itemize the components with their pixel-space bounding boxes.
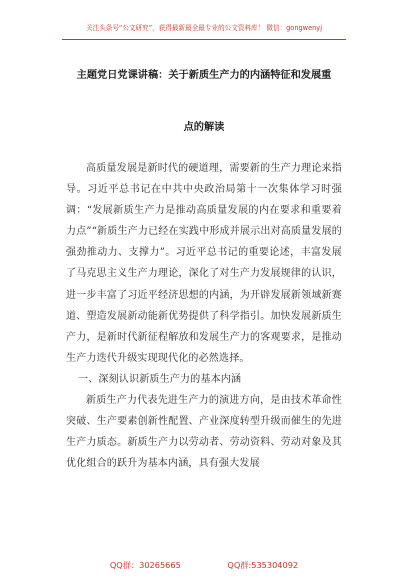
- document-title-line-2: 点的解读: [183, 122, 225, 133]
- header-divider: [62, 39, 346, 40]
- footer-qq-group-2: QQ群:535304092: [227, 560, 299, 570]
- footer-qq-group-1: QQ群：30265665: [109, 560, 181, 570]
- document-body: [66, 158, 342, 474]
- body-paragraph: 高质量发展是新时代的硬道理，需要新的生产力理论来指导。习近平总书记在中共中央政治局第十一次集体学习时强调：“发展新质生产力是推动高质量发展的内在要求和重要着力点”“新质生产力已经在实践中形成并展示出对高质量发展的强劲推动力、支撑力”。习近平总书记的重要论述，丰富发展了马克思主义生产力理论，深化了对生产力发展规律的认识，进一步丰富了习近平经济思想的内涵，为开辟发展新领域新赛道、塑造发展新动能新优势提供了科学指引。加快发展新质生产力，是新时代新征程解放和发展生产力的客观要求，是推动生产力迭代升级实现现代化的必然选择。: [66, 163, 342, 364]
- footer-contact: [0, 560, 408, 571]
- header-notice: 关注头条号“公文研究”，获得最新最全最专业的公文资料库！ 微信：gongwenyj: [85, 24, 323, 32]
- document-title-line-1: 主题党日党课讲稿：关于新质生产力的内涵特征和发展重: [76, 70, 332, 81]
- section-heading: 一、深刻认识新质生产力的基本内涵: [78, 373, 242, 385]
- body-paragraph: 新质生产力代表先进生产力的演进方向，是由技术革命性突破、生产要素创新性配置、产业深度转型升级而催生的先进生产力质态。新质生产力以劳动者、劳动资料、劳动对象及其优化组合的跃升为基本内涵，具有强大发展: [66, 395, 342, 470]
